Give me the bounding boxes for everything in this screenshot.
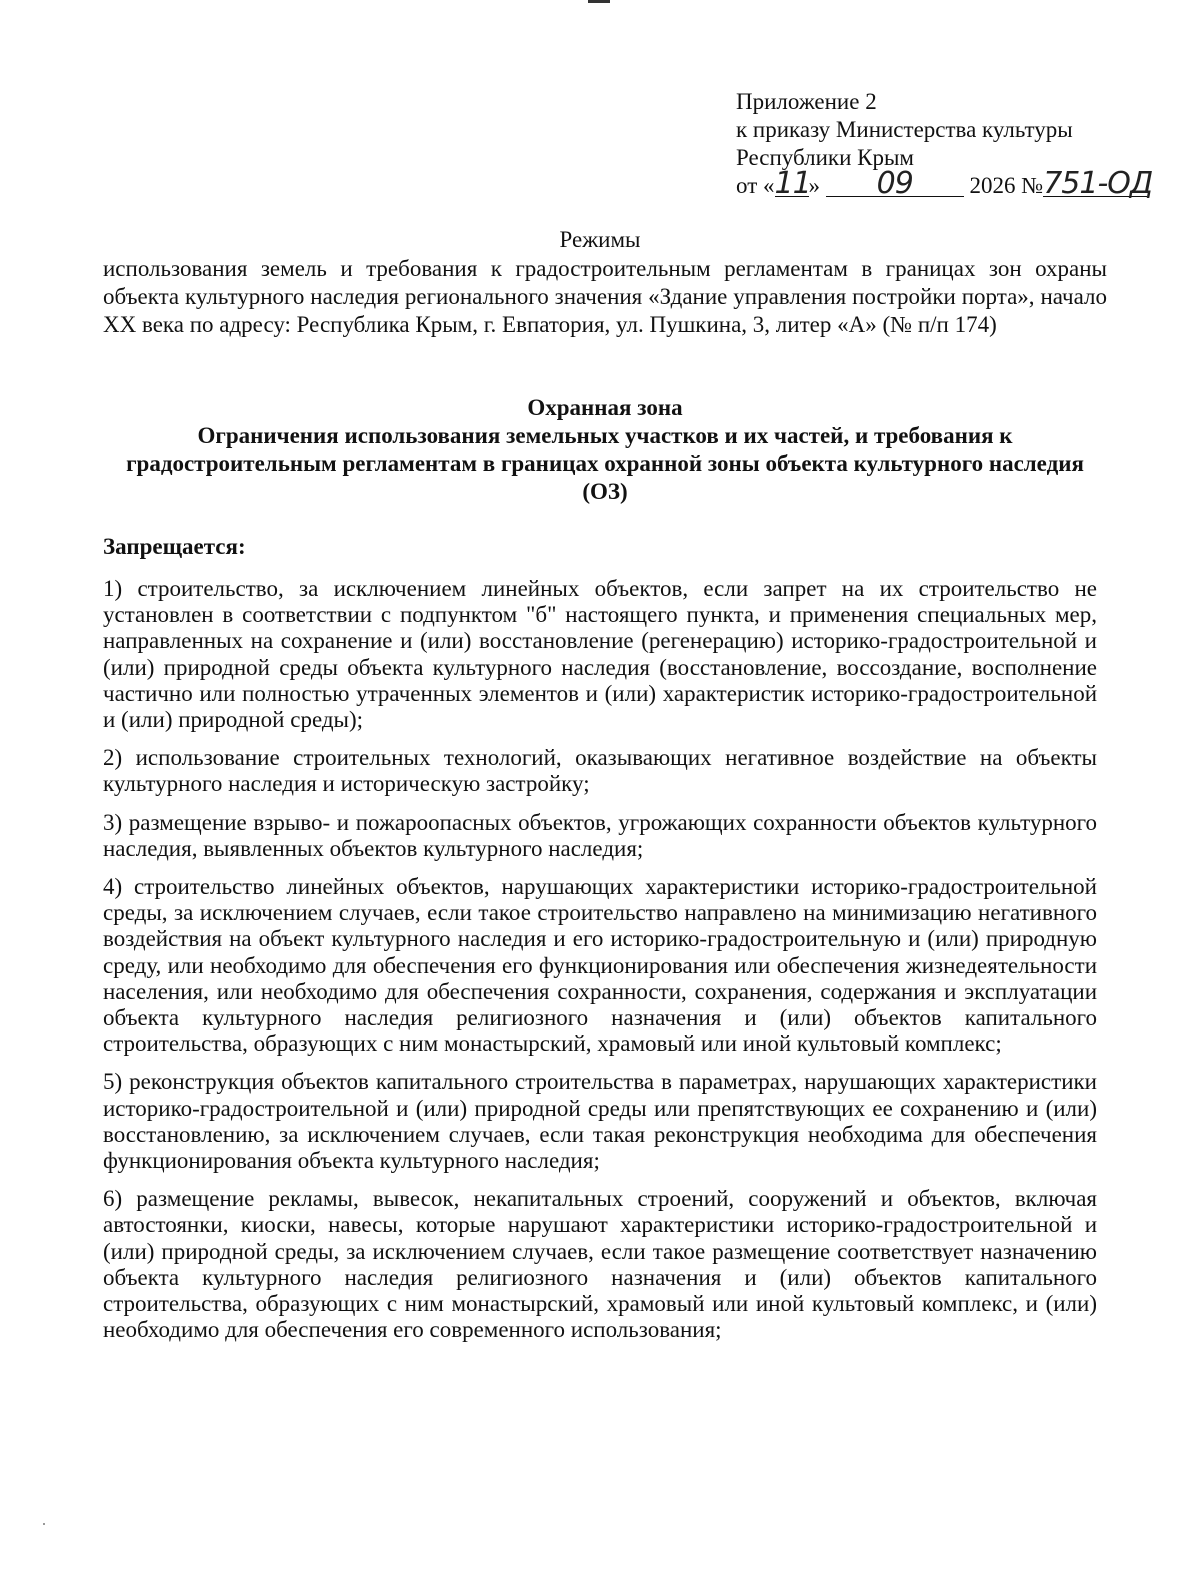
order-number: 751-ОД [1043, 166, 1153, 201]
forbidden-label: Запрещается: [103, 534, 246, 559]
restriction-item: 2) использование строительных технологий, оказывающих негативное воздействие на объекты культурного наследия и историческую застройку; [103, 745, 1097, 797]
restriction-item: 6) размещение рекламы, вывесок, некапитальных строений, сооружений и объектов, включая автостоянки, киоски, навесы, которые нарушают характеристики историко-градостроительной и (или) природной среды, за исключением случаев, если такое размещение соответствует назначению объекта культурного наследия религиозного назначения и (или) объектов капитального строительства, образующих с ним монастырский, храмовый или иной культовый комплекс, и (или) необходимо для обеспечения его современного использования; [103, 1186, 1097, 1343]
order-date-line [736, 166, 1176, 201]
date-prefix: от « [736, 173, 775, 198]
order-month: 09 [826, 172, 964, 197]
zone-section-heading [103, 394, 1107, 506]
document-title: Режимы [559, 227, 641, 252]
appendix-republic: Республики Крым [736, 145, 914, 170]
restriction-item: 1) строительство, за исключением линейных объектов, если запрет на их строительство не установлен в соответствии с подпунктом "б" настоящего пункта, и применения специальных мер, направленных на сохранение и (или) восстановление (регенерацию) историко-градостроительной и (или) природной среды объекта культурного наследия (восстановление, воссоздание, восполнение частично или полностью утраченных элементов и (или) характеристик историко-градостроительной и (или) природной среды); [103, 576, 1097, 733]
page-number-mark [588, 0, 610, 3]
restriction-item: 3) размещение взрыво- и пожароопасных объектов, угрожающих сохранности объектов культурного наследия, выявленных объектов культурного наследия; [103, 809, 1097, 861]
document-subtitle: использования земель и требования к градостроительным регламентам в границах зон охраны объекта культурного наследия регионального значения «Здание управления постройки порта», начало XX века по адресу: Республика Крым, г. Евпатория, ул. Пушкина, 3, литер «А» (№ п/п 174) [103, 256, 1107, 337]
appendix-label: Приложение 2 [736, 89, 877, 114]
order-day: 11 [774, 166, 811, 201]
zone-name: Охранная зона [527, 395, 683, 420]
appendix-block [736, 88, 1176, 200]
restriction-list [103, 576, 1097, 1355]
scan-dot [43, 1523, 45, 1525]
restriction-item: 5) реконструкция объектов капитального строительства в параметрах, нарушающих характеристики историко-градостроительной и (или) природной среды или препятствующих ее сохранению и (или) восстановлению, за исключением случаев, если такая реконструкция необходима для обеспечения функционирования объекта культурного наследия; [103, 1069, 1097, 1174]
order-year-label: 2026 № [969, 173, 1044, 198]
date-mid: » [808, 173, 820, 198]
restriction-item: 4) строительство линейных объектов, нарушающих характеристики историко-градостроительной среды, за исключением случаев, если такое строительство направлено на минимизацию негативного воздействия на объект культурного наследия и его историко-градостроительную и (или) природную среду, или необходимо для обеспечения его функционирования или обеспечения жизнедеятельности населения, или необходимо для обеспечения сохранности, сохранения, содержания и эксплуатации объекта культурного наследия религиозного назначения и (или) объектов капитального строительства, образующих с ним монастырский, храмовый или иной культовый комплекс; [103, 874, 1097, 1057]
appendix-order-ref: к приказу Министерства культуры [736, 117, 1073, 142]
zone-restrictions-heading: Ограничения использования земельных участков и их частей, и требования к градостроительным регламентам в границах охранной зоны объекта культурного наследия (ОЗ) [126, 423, 1084, 504]
